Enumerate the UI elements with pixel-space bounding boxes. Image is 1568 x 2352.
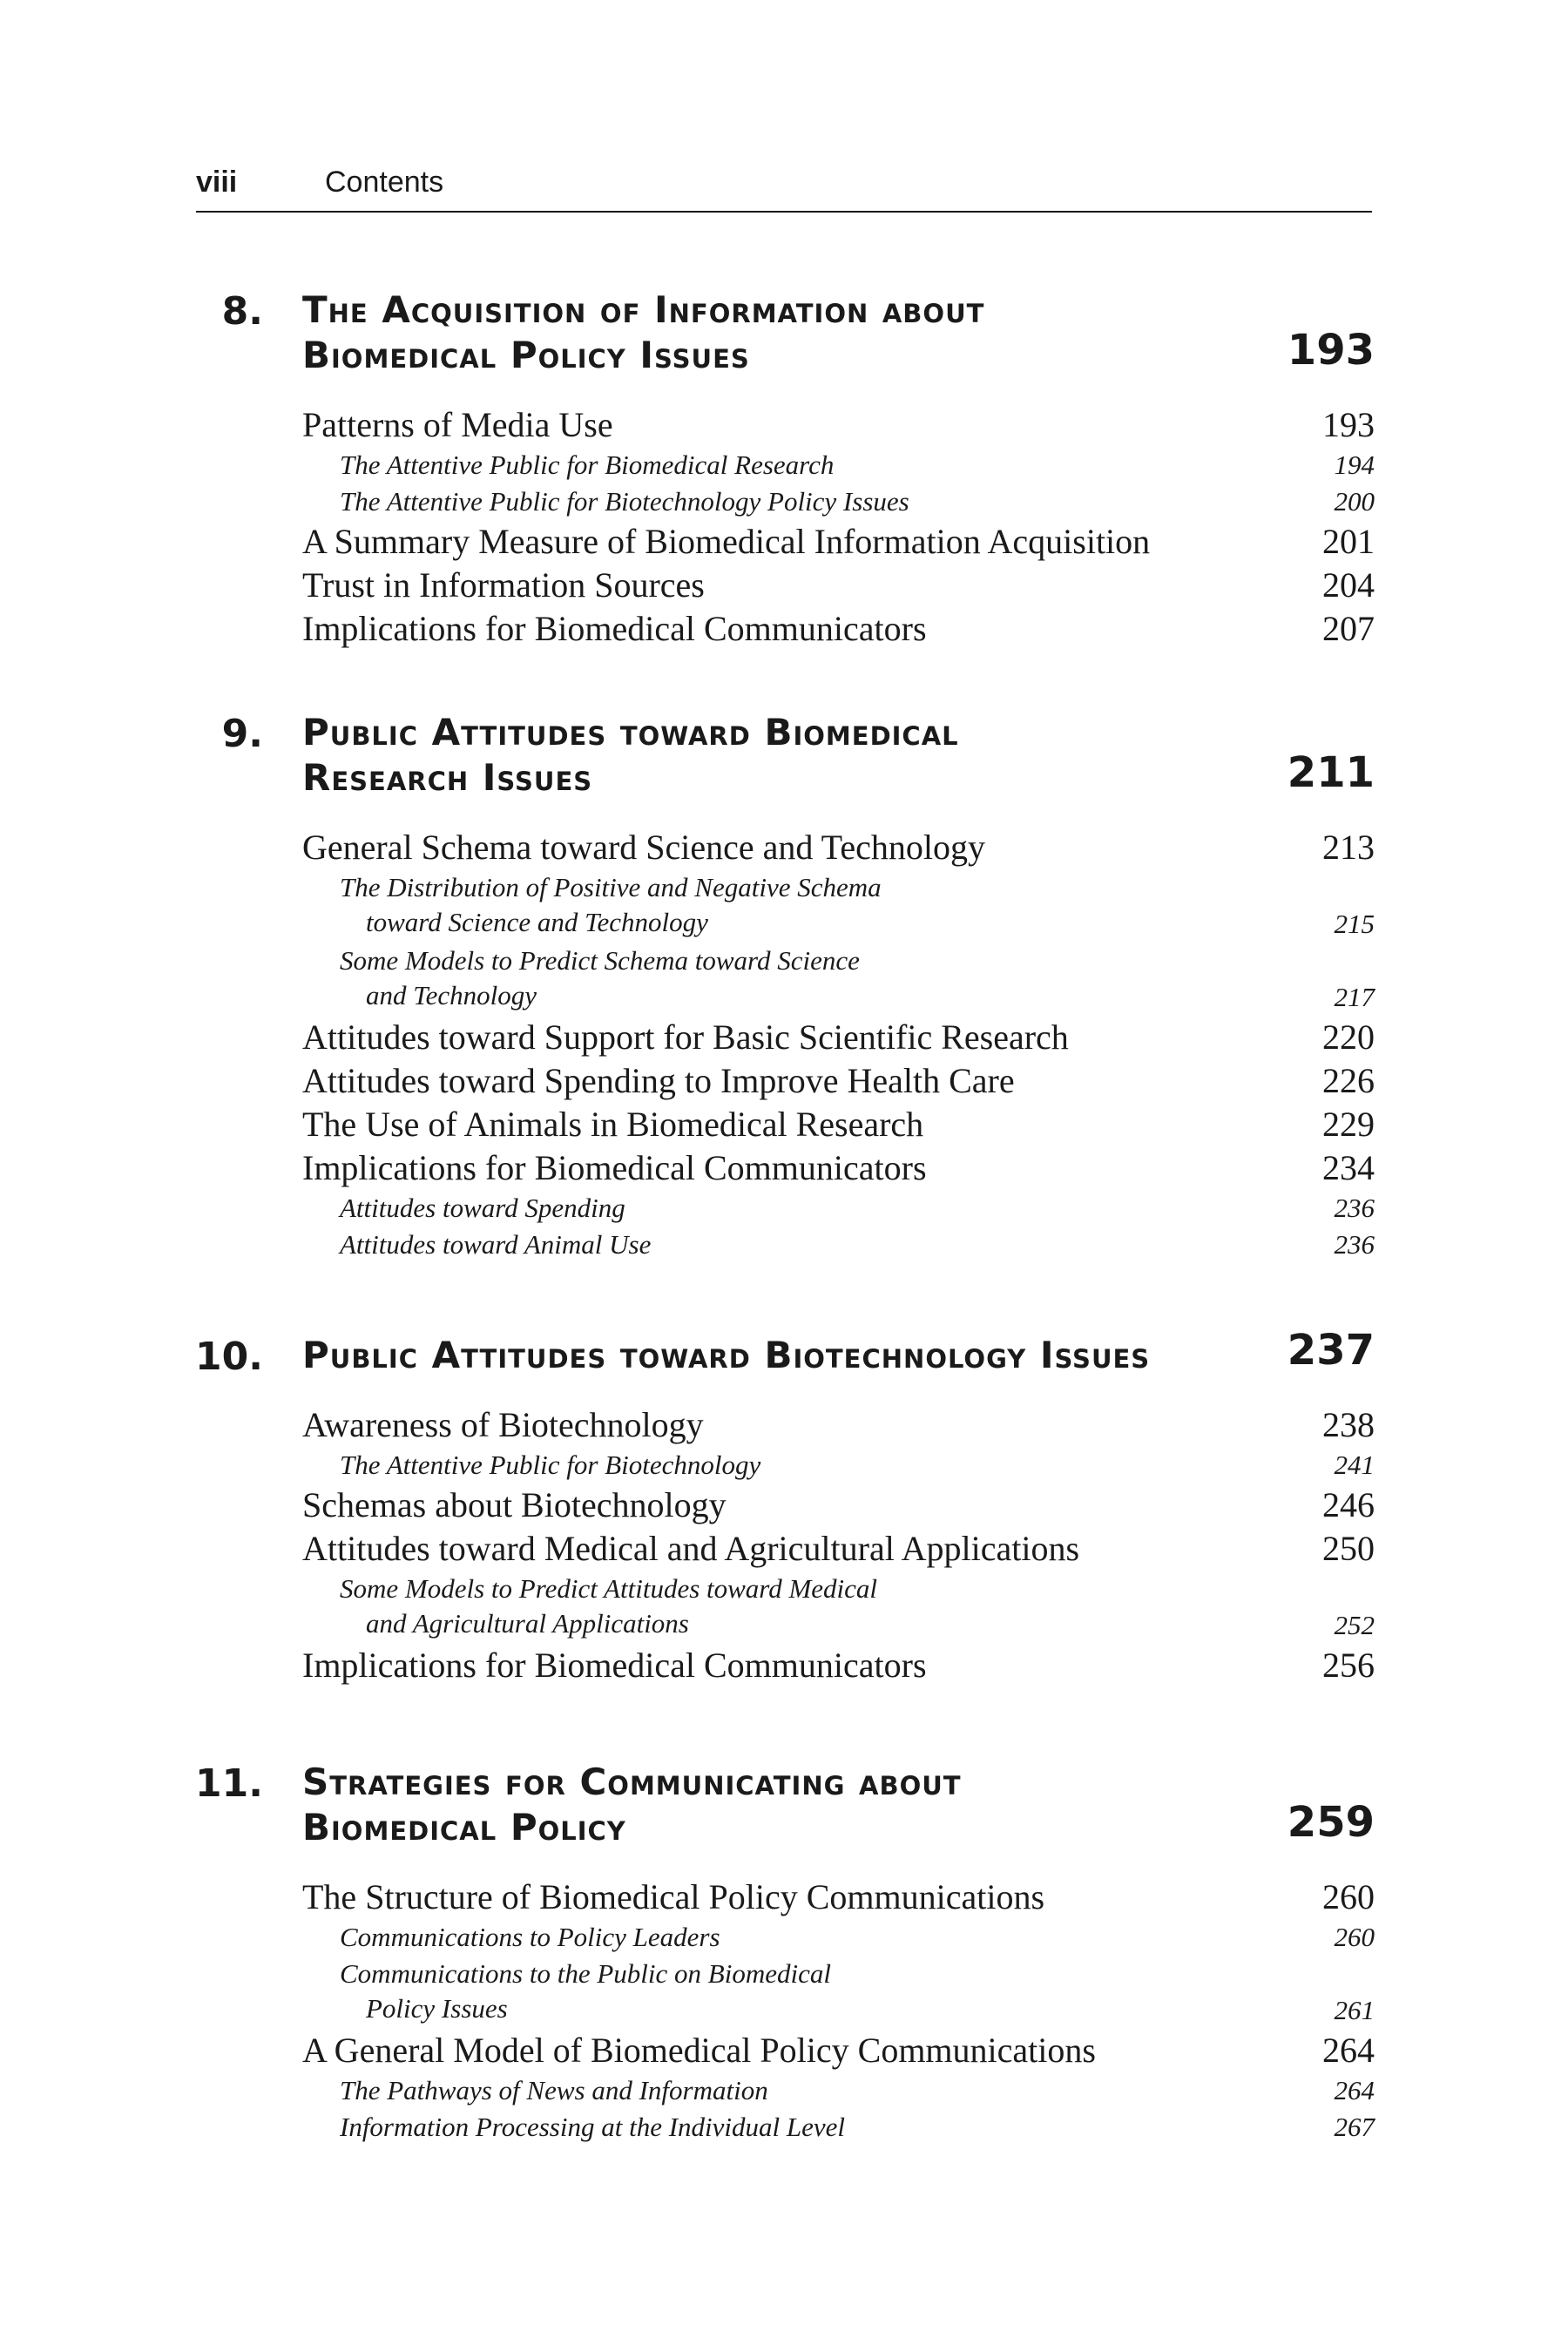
entry-page-number: 236 <box>1334 1229 1375 1260</box>
entry-title-line: Implications for Biomedical Communicators <box>302 1148 927 1187</box>
chapter-page-number: 259 <box>1287 1798 1375 1847</box>
entry-page-number: 207 <box>1322 609 1375 648</box>
chapter-page-number: 237 <box>1287 1326 1375 1375</box>
entry-title <box>302 827 985 868</box>
entry-title-line: Patterns of Media Use <box>302 405 613 444</box>
entry-title <box>340 870 882 940</box>
entry-title-line: Attitudes toward Animal Use <box>340 1229 652 1260</box>
entry-page-number: 229 <box>1322 1105 1375 1144</box>
entry-title <box>340 2110 845 2145</box>
entry-title <box>302 1645 927 1686</box>
entry-title-line: General Schema toward Science and Technology <box>302 828 985 867</box>
entry-title <box>302 564 705 606</box>
entry-title-line: Attitudes toward Spending <box>340 1193 625 1223</box>
entry-page-number: 260 <box>1322 1877 1375 1916</box>
entry-page-number: 267 <box>1334 2112 1375 2142</box>
running-title: Contents <box>325 166 444 199</box>
chapter-number: 9. <box>221 712 263 756</box>
entry-page-number: 252 <box>1334 1610 1375 1640</box>
entry-title-line: Some Models to Predict Schema toward Science <box>340 945 860 976</box>
entry-title <box>302 1528 1079 1570</box>
entry-page-number: 204 <box>1322 565 1375 605</box>
chapter-title-line: The Acquisition of Information about <box>302 288 985 331</box>
entry-page-number: 264 <box>1322 2031 1375 2070</box>
entry-title-line: and Agricultural Applications <box>366 1608 689 1639</box>
entry-title-line: Awareness of Biotechnology <box>302 1405 704 1444</box>
entry-page-number: 200 <box>1334 486 1375 517</box>
entry-title-line: The Pathways of News and Information <box>340 2075 768 2105</box>
entry-title <box>340 943 860 1013</box>
entry-page-number: 264 <box>1334 2075 1375 2105</box>
entry-title-line: Trust in Information Sources <box>302 565 705 605</box>
entry-page-number: 250 <box>1322 1529 1375 1568</box>
entry-title <box>340 1920 720 1955</box>
entry-title <box>340 1227 651 1262</box>
chapter-number: 10. <box>195 1335 263 1379</box>
page-folio: viii <box>196 166 238 199</box>
chapter-title-line: Biomedical Policy <box>302 1806 626 1848</box>
entry-title-line: Schemas about Biotechnology <box>302 1485 727 1524</box>
entry-page-number: 238 <box>1322 1405 1375 1444</box>
entry-page-number: 226 <box>1322 1061 1375 1100</box>
entry-title-line: Some Models to Predict Attitudes toward Medical <box>340 1573 878 1604</box>
entry-title <box>340 1957 831 2026</box>
entry-page-number: 234 <box>1322 1148 1375 1187</box>
chapter-title <box>302 1760 1260 1850</box>
entry-title-line: Communications to Policy Leaders <box>340 1922 720 1952</box>
entry-title-line: Implications for Biomedical Communicators <box>302 1646 927 1685</box>
running-header <box>196 162 1372 213</box>
entry-page-number: 194 <box>1334 449 1375 480</box>
entry-title <box>302 1017 1069 1058</box>
entry-title <box>302 1060 1015 1102</box>
entry-page-number: 217 <box>1334 982 1375 1012</box>
entry-title-line: The Structure of Biomedical Policy Communications <box>302 1877 1045 1916</box>
entry-title <box>340 484 909 519</box>
entry-title <box>340 1571 877 1641</box>
entry-title <box>302 1876 1044 1918</box>
entry-page-number: 193 <box>1322 405 1375 444</box>
entry-title <box>340 1191 625 1226</box>
entry-title-line: The Attentive Public for Biomedical Research <box>340 449 835 480</box>
chapter-number: 11. <box>195 1761 263 1806</box>
entry-title <box>340 448 834 483</box>
entry-page-number: 236 <box>1334 1193 1375 1223</box>
entry-page-number: 256 <box>1322 1646 1375 1685</box>
entry-title-line: Attitudes toward Spending to Improve Health Care <box>302 1061 1015 1100</box>
entry-page-number: 261 <box>1334 1995 1375 2025</box>
entry-title-line: The Attentive Public for Biotechnology Policy Issues <box>340 486 909 517</box>
entry-title-line: The Attentive Public for Biotechnology <box>340 1450 761 1480</box>
chapter-title-line: Research Issues <box>302 756 593 799</box>
entry-title-line: The Distribution of Positive and Negative Schema <box>340 872 882 902</box>
entry-page-number: 241 <box>1334 1450 1375 1480</box>
chapter-page-number: 211 <box>1287 748 1375 797</box>
entry-title <box>302 2030 1096 2072</box>
entry-title <box>340 1448 760 1483</box>
chapter-number: 8. <box>221 289 263 334</box>
entry-page-number: 201 <box>1322 522 1375 561</box>
chapter-title <box>302 287 1260 378</box>
entry-title <box>302 1404 704 1446</box>
entry-title <box>302 521 1150 563</box>
entry-title-line: Implications for Biomedical Communicators <box>302 609 927 648</box>
chapter-title <box>302 1333 1260 1378</box>
chapter-title-line: Public Attitudes toward Biomedical <box>302 711 959 754</box>
entry-title-line: and Technology <box>366 980 537 1010</box>
entry-page-number: 213 <box>1322 828 1375 867</box>
chapter-title <box>302 710 1260 801</box>
entry-page-number: 260 <box>1334 1922 1375 1952</box>
entry-title-line: Communications to the Public on Biomedical <box>340 1958 831 1989</box>
entry-title-line: Policy Issues <box>366 1993 508 2024</box>
entry-title-line: A General Model of Biomedical Policy Communications <box>302 2031 1096 2070</box>
entry-title <box>302 1147 927 1189</box>
chapter-title-line: Public Attitudes toward Biotechnology Issues <box>302 1334 1151 1376</box>
entry-title-line: Attitudes toward Medical and Agricultural Applications <box>302 1529 1080 1568</box>
entry-title-line: The Use of Animals in Biomedical Research <box>302 1105 924 1144</box>
entry-page-number: 220 <box>1322 1017 1375 1057</box>
entry-title-line: Attitudes toward Support for Basic Scientific Research <box>302 1017 1069 1057</box>
entry-title <box>340 2073 768 2108</box>
chapter-title-line: Biomedical Policy Issues <box>302 334 750 376</box>
entry-title-line: A Summary Measure of Biomedical Information Acquisition <box>302 522 1151 561</box>
chapter-title-line: Strategies for Communicating about <box>302 1761 962 1803</box>
entry-page-number: 215 <box>1334 909 1375 939</box>
entry-title-line: Information Processing at the Individual Level <box>340 2112 846 2142</box>
entry-title-line: toward Science and Technology <box>366 907 708 937</box>
entry-title <box>302 1104 923 1146</box>
chapter-page-number: 193 <box>1287 326 1375 375</box>
entry-title <box>302 1484 727 1526</box>
entry-page-number: 246 <box>1322 1485 1375 1524</box>
entry-title <box>302 608 927 650</box>
entry-title <box>302 404 613 446</box>
